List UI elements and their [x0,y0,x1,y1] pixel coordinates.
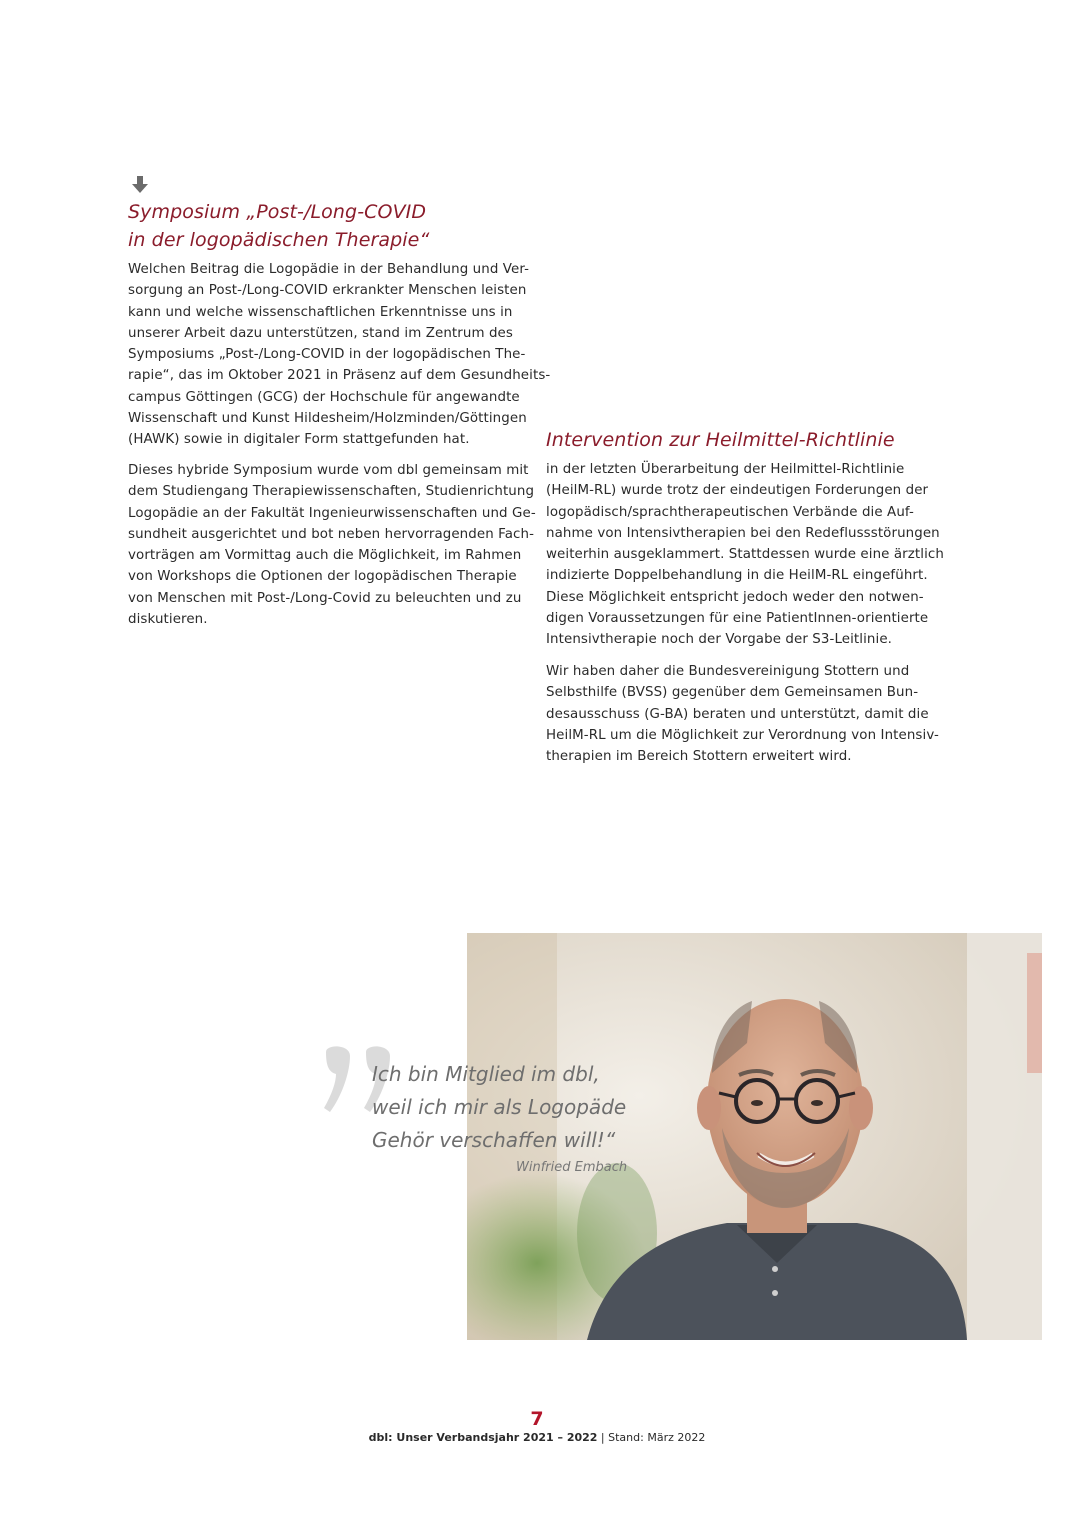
heading-line: in der logopädischen Therapie“ [128,229,430,251]
text-line: logopädisch/sprachtherapeutischen Verbände die Auf- [546,504,914,520]
text-line: nahme von Intensivtherapien bei den Redeflussstörungen [546,525,940,541]
member-quote [372,1058,672,1157]
text-line: diskutieren. [128,612,208,628]
footer-line [0,1431,1074,1444]
text-line: Dieses hybride Symposium wurde vom dbl gemeinsam mit [128,463,529,478]
publication-title: dbl: Unser Verbandsjahr 2021 – 2022 [368,1431,598,1444]
text-line: Intensivtherapie noch der Vorgabe der S3-Leitlinie. [546,632,893,648]
text-line: campus Göttingen (GCG) der Hochschule für angewandte [128,389,520,405]
text-line: sundheit ausgerichtet und bot neben hervorragenden Fach- [128,526,535,542]
text-line: Symposiums „Post-/Long-COVID in der logopädischen The- [128,347,526,363]
intervention-heading: Intervention zur Heilmittel-Richtlinie [546,429,895,451]
footer-status: Stand: März 2022 [608,1431,706,1444]
text-line: therapien im Bereich Stottern erweitert wird. [546,749,852,765]
heading-line: Symposium „Post-/Long-COVID [128,201,427,223]
symposium-heading [128,198,528,254]
text-line: Welchen Beitrag die Logopädie in der Behandlung und Ver- [128,262,530,277]
text-line: von Menschen mit Post-/Long-Covid zu beleuchten und zu [128,590,522,606]
text-line: rapie“, das im Oktober 2021 in Präsenz auf dem Gesundheits- [128,368,551,384]
text-line: unserer Arbeit dazu unterstützen, stand im Zentrum des [128,325,513,341]
footer-separator: | [597,1431,609,1444]
text-line: (HeilM-RL) wurde trotz der eindeutigen Forderungen der [546,483,929,499]
arrow-down-icon [132,176,148,194]
quote-line: weil ich mir als Logopäde [372,1095,627,1119]
text-line: Logopädie an der Fakultät Ingenieurwissenschaften und Ge- [128,505,536,521]
text-line: Wissenschaft und Kunst Hildesheim/Holzminden/Göttingen [128,411,527,427]
text-line: vorträgen am Vormittag auch die Möglichkeit, im Rahmen [128,548,522,564]
quote-line: Ich bin Mitglied im dbl, [372,1062,600,1086]
quote-line: Gehör verschaffen will!“ [372,1128,616,1152]
text-line: HeilM-RL um die Möglichkeit zur Verordnung von Intensiv- [546,727,939,743]
quote-author: Winfried Embach [516,1160,628,1175]
text-line: kann und welche wissenschaftlichen Erkenntnisse uns in [128,304,513,320]
text-line: digen Voraussetzungen für eine PatientInnen-orientierte [546,611,929,627]
text-line: Selbsthilfe (BVSS) gegenüber dem Gemeinsamen Bun- [546,685,919,701]
text-line: Wir haben daher die Bundesvereinigung Stottern und [546,664,910,679]
text-line: (HAWK) sowie in digitaler Form stattgefunden hat. [128,432,470,448]
symposium-paragraph-1 [128,259,551,451]
text-line: sorgung an Post-/Long-COVID erkrankter Menschen leisten [128,283,527,299]
text-line: weiterhin ausgeklammert. Stattdessen wurde eine ärztlich [546,547,944,563]
text-line: in der letzten Überarbeitung der Heilmittel-Richtlinie [546,462,905,477]
text-line: von Workshops die Optionen der logopädischen Therapie [128,569,517,585]
intervention-paragraph-2 [546,661,946,767]
intervention-paragraph-1 [546,459,946,651]
text-line: desausschuss (G-BA) beraten und unterstützt, damit die [546,706,929,722]
text-line: dem Studiengang Therapiewissenschaften, Studienrichtung [128,484,535,500]
symposium-paragraph-2 [128,460,536,630]
text-line: Diese Möglichkeit entspricht jedoch weder den notwen- [546,589,924,605]
page-number: 7 [530,1408,544,1430]
text-line: indizierte Doppelbehandlung in die HeilM-RL eingeführt. [546,568,928,584]
